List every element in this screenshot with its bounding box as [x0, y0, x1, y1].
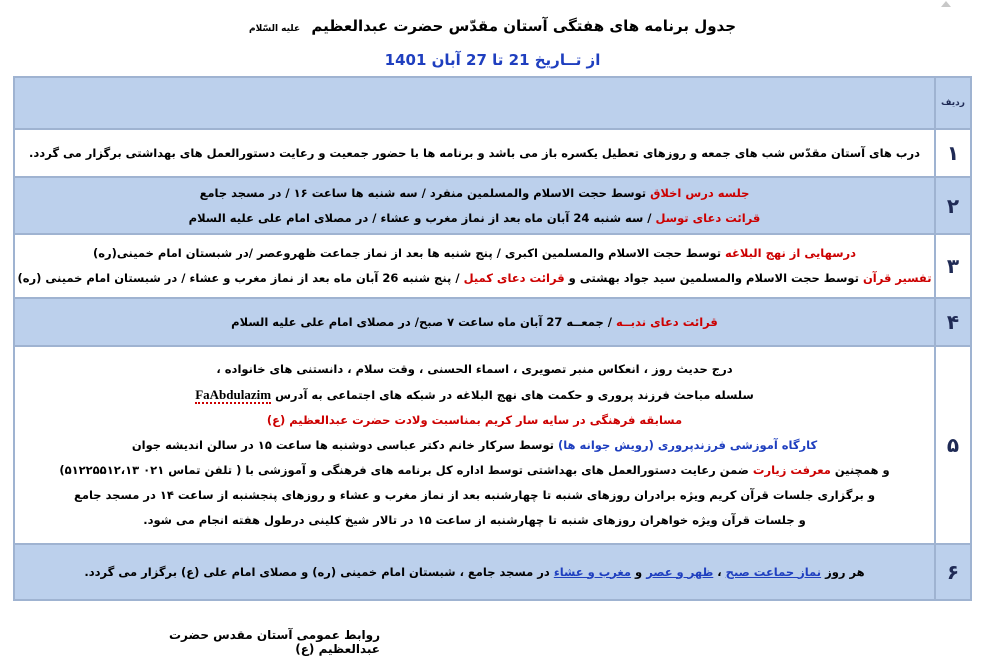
title-text: جدول برنامه های هفتگی آستان مقدّس حضرت عبدالعظیم: [311, 17, 737, 35]
table-row: [14, 298, 971, 346]
content-line: [15, 382, 934, 408]
row-content: [14, 129, 935, 177]
content-line: [15, 560, 934, 585]
content-segment: مسابقه فرهنگی در سایه سار کریم بمناسبت ولادت حضرت عبدالعظیم (ع): [266, 413, 683, 427]
content-line: [15, 508, 934, 533]
content-segment: جلسه درس اخلاق: [650, 185, 750, 200]
content-segment: قرائت دعای توسل: [655, 210, 761, 225]
content-segment: ،: [713, 564, 726, 579]
table-row: [14, 177, 971, 234]
content-segment: ظهر و عصر: [646, 564, 714, 579]
content-segment: درب های آستان مقدّس شب های جمعه و روزهای تعطیل یکسره باز می باشد و برنامه ها با حضور جمعیت و رعایت دستورالعمل های بهداشتی برگزار می گردد.: [29, 145, 920, 160]
content-segment: و: [631, 564, 647, 579]
content-segment: / جمعــه 27 آبان ماه ساعت ۷ صبح/ در مصلای امام علی علیه السلام: [231, 314, 616, 329]
content-segment: / پنج شنبه 26 آبان ماه بعد از نماز مغرب و عشاء / در شبستان امام خمینی (ره): [17, 271, 464, 285]
content-line: [15, 458, 934, 483]
content-line: [15, 241, 934, 266]
content-segment: توسط حجت الاسلام والمسلمین اکبری / پنج شنبه ها بعد از نماز جماعت ظهروعصر /در شبستان امام خمینی(ره): [92, 246, 726, 260]
content-segment: ضمن رعایت دستورالعمل های بهداشتی توسط اداره کل برنامه های فرهنگی و آموزشی با ( تلفن تماس ۰۲۱ ۵۱۲۲۵۵۱۲،۱۳): [59, 463, 753, 477]
content-segment: تفسیر قرآن: [862, 271, 932, 285]
table-row: [14, 346, 971, 544]
content-segment: / سه شنبه 24 آبان ماه بعد از نماز مغرب و عشاء / در مصلای امام علی علیه السلام: [188, 210, 656, 225]
content-segment: قرائت دعای ندبــه: [615, 314, 718, 329]
content-line: [15, 357, 934, 382]
row-number: ۶: [935, 544, 971, 600]
content-segment: توسط سرکار خانم دکتر عباسی دوشنبه ها ساعت ۱۵ در سالن اندیشه جوان: [131, 438, 558, 452]
content-segment: معرفت زیارت: [752, 463, 831, 477]
date-range: از تــاریخ 21 تا 27 آبان 1401: [384, 51, 601, 69]
row-content: [14, 298, 935, 346]
row-number-header: ردیف: [935, 77, 971, 129]
schedule-table: [13, 76, 972, 601]
row-content: [14, 544, 935, 600]
content-segment: درسهایی از نهج البلاغه: [725, 246, 857, 260]
row-content: [14, 177, 935, 234]
content-line: [15, 206, 934, 231]
content-segment: کارگاه آموزشی فرزندپروری (رویش جوانه ها): [557, 438, 818, 452]
row-content: [14, 346, 935, 544]
content-line: [15, 408, 934, 433]
content-line: [15, 310, 934, 335]
table-row: [14, 234, 971, 298]
social-handle-link[interactable]: FaAbdulazim: [195, 387, 272, 402]
content-segment: در مسجد جامع ، شبستان امام خمینی (ره) و مصلای امام علی (ع) برگزار می گردد.: [84, 564, 554, 579]
footer-signature: روابط عمومی آستان مقدس حضرت عبدالعظیم (ع): [169, 628, 380, 656]
row-number: ۱: [935, 129, 971, 177]
content-segment: توسط حجت الاسلام والمسلمین سید جواد بهشتی و: [564, 271, 863, 285]
content-segment: و جلسات قرآن ویژه خواهران روزهای شنبه تا چهارشنبه از ساعت ۱۵ در تالار شیخ کلینی درطول هفته انجام می شود.: [143, 513, 806, 527]
content-line: [15, 433, 934, 458]
row-number: ۵: [935, 346, 971, 544]
content-line: [15, 483, 934, 508]
table-header-row: [14, 77, 971, 129]
scroll-up-arrow-icon[interactable]: [940, 0, 952, 8]
content-segment: توسط حجت الاسلام والمسلمین منفرد / سه شنبه ها ساعت ۱۶ / در مسجد جامع: [199, 185, 651, 200]
content-segment: درج حدیث روز ، انعکاس منبر تصویری ، اسماء الحسنی ، وقت سلام ، دانستنی های خانواده ،: [216, 362, 733, 376]
content-segment: سلسله مباحث فرزند پروری و حکمت های نهج البلاغه در شبکه های اجتماعی به آدرس: [271, 388, 754, 402]
row-number: ۴: [935, 298, 971, 346]
row-number: ۳: [935, 234, 971, 298]
content-line: [15, 141, 934, 166]
content-segment: نماز جماعت صبح: [725, 564, 822, 579]
content-segment: قرائت دعای کمیل: [463, 271, 565, 285]
row-number: ۲: [935, 177, 971, 234]
content-segment: هر روز: [821, 564, 865, 579]
table-row: [14, 544, 971, 600]
content-line: [15, 266, 934, 291]
content-segment: و برگزاری جلسات قرآن کریم ویژه برادران روزهای شنبه تا چهارشنبه بعد از نماز مغرب و عشاء و روزهای پنجشنبه از ساعت ۱۴ در مسجد جامع: [73, 488, 876, 502]
header-blank-cell: [14, 77, 935, 129]
table-row: [14, 129, 971, 177]
title-suffix: علیه السّلام: [248, 24, 301, 34]
content-segment: و همچنین: [830, 463, 890, 477]
page-title: [0, 16, 985, 39]
row-content: [14, 234, 935, 298]
content-segment: مغرب و عشاء: [553, 564, 632, 579]
content-line: [15, 181, 934, 206]
